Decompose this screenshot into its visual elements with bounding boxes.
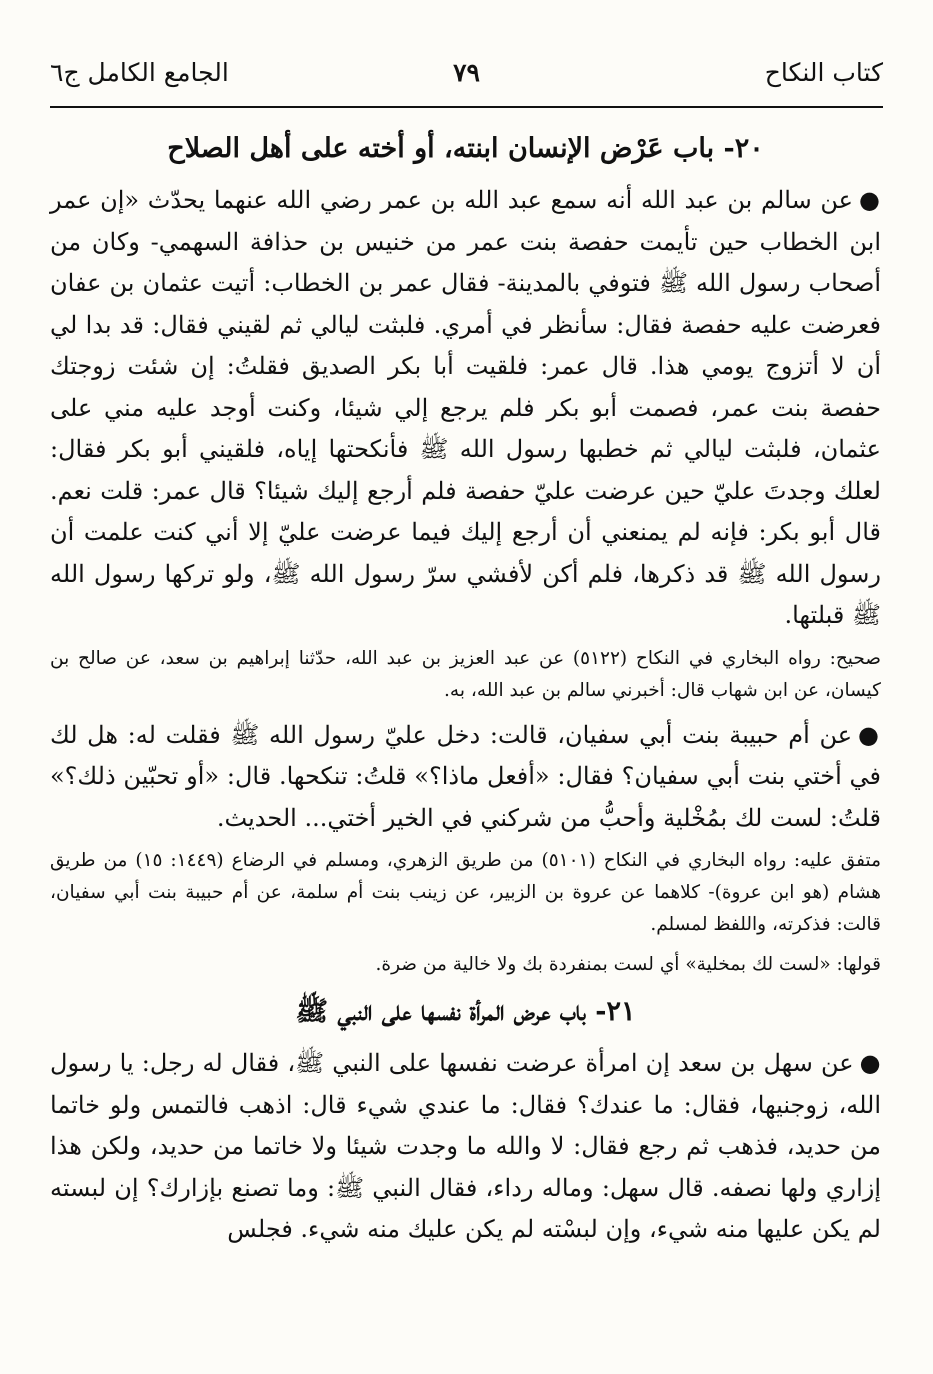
bullet-icon: ●: [858, 186, 881, 214]
header-divider: [50, 106, 883, 108]
book-title: كتاب النكاح: [764, 58, 883, 87]
hadith-paragraph: [50, 180, 881, 637]
takhrij-note: صحيح: رواه البخاري في النكاح (٥١٢٢) عن عبد العزيز بن عبد الله، حدّثنا إبراهيم بن سعد، عن صالح بن كيسان، عن ابن شهاب قال: أخبرني سالم بن عبد الله، به.: [50, 647, 881, 701]
chapter-heading-21: ٢١- باب عرض المرأة نفسها على النبي ﷺ: [295, 996, 636, 1027]
bullet-icon: ●: [859, 1049, 881, 1077]
explanation-note: قولها: «لست لك بمخلية» أي لست بمنفردة بك ولا خالية من ضرة.: [375, 954, 881, 975]
hadith-paragraph: [50, 715, 881, 840]
chapter-heading-20: ٢٠- باب عَرْض الإنسان ابنته، أو أخته على أهل الصلاح: [167, 133, 764, 164]
page-number: ٧٩: [453, 58, 480, 87]
page-content: [50, 118, 881, 1251]
bullet-icon: ●: [858, 720, 881, 749]
page-header: [50, 58, 883, 104]
hadith-text: عن أم حبيبة بنت أبي سفيان، قالت: دخل عليّ رسول الله ﷺ فقلت له: هل لك في أختي بنت أبي سفيان؟ فقال: «أفعل ماذا؟» قلتُ: تنكحها. قال: «أو تحبّين ذلك؟» قلتُ: لست لك بمُخْلية وأحبُّ من شركني في الخير أختي... الحديث.: [50, 720, 881, 832]
hadith-text: عن سهل بن سعد إن امرأة عرضت نفسها على النبي ﷺ، فقال له رجل: يا رسول الله، زوجنيها، فقال: ما عندك؟ فقال: ما عندي شيء قال: اذهب فالتمس ولو خاتما من حديد، فذهب ثم رجع فقال: لا والله ما وجدت شيئا ولا خاتما من حديد، ولكن هذا إزاري ولها نصفه. قال سهل: وماله رداء، فقال النبي ﷺ: وما تصنع بإزارك؟ إن لبسته لم يكن عليها منه شيء، وإن لبسْته لم يكن عليك منه شيء. فجلس: [50, 1049, 881, 1243]
hadith-text: عن سالم بن عبد الله أنه سمع عبد الله بن عمر رضي الله عنهما يحدّث «إن عمر ابن الخطاب حين تأيمت حفصة بنت عمر من خنيس بن حذافة السهمي- وكان من أصحاب رسول الله ﷺ فتوفي بالمدينة- فقال عمر بن الخطاب: أتيت عثمان بن عفان فعرضت عليه حفصة فقال: سأنظر في أمري. فلبثت ليالي ثم لقيني فقال: قد بدا لي أن لا أتزوج يومي هذا. قال عمر: فلقيت أبا بكر الصديق فقلتُ: إن شئت زوجتك حفصة بنت عمر، فصمت أبو بكر فلم يرجع إلي شيئا، وكنت أوجد عليه مني على عثمان، فلبثت ليالي ثم خطبها رسول الله ﷺ فأنكحتها إياه، فلقيني أبو بكر فقال: لعلك وجدتَ عليّ حين عرضت عليّ حفصة فلم أرجع إليك شيئا؟ قال عمر: قلت نعم. قال أبو بكر: فإنه لم يمنعني أن أرجع إليك فيما عرضت عليّ إلا أني كنت علمت أن رسول الله ﷺ قد ذكرها، فلم أكن لأفشي سرّ رسول الله ﷺ، ولو تركها رسول الله ﷺ قبلتها.: [50, 186, 881, 629]
volume-label: الجامع الكامل ج٦: [50, 58, 229, 87]
hadith-paragraph: [50, 1043, 881, 1251]
takhrij-note: متفق عليه: رواه البخاري في النكاح (٥١٠١) من طريق الزهري، ومسلم في الرضاع (١٤٤٩: ١٥) من طريق هشام (هو ابن عروة)- كلاهما عن عروة بن الزبير، عن زينب بنت أم سلمة، عن أم حبيبة بنت أبي سفيان، قالت: فذكرته، واللفظ لمسلم.: [50, 850, 881, 935]
